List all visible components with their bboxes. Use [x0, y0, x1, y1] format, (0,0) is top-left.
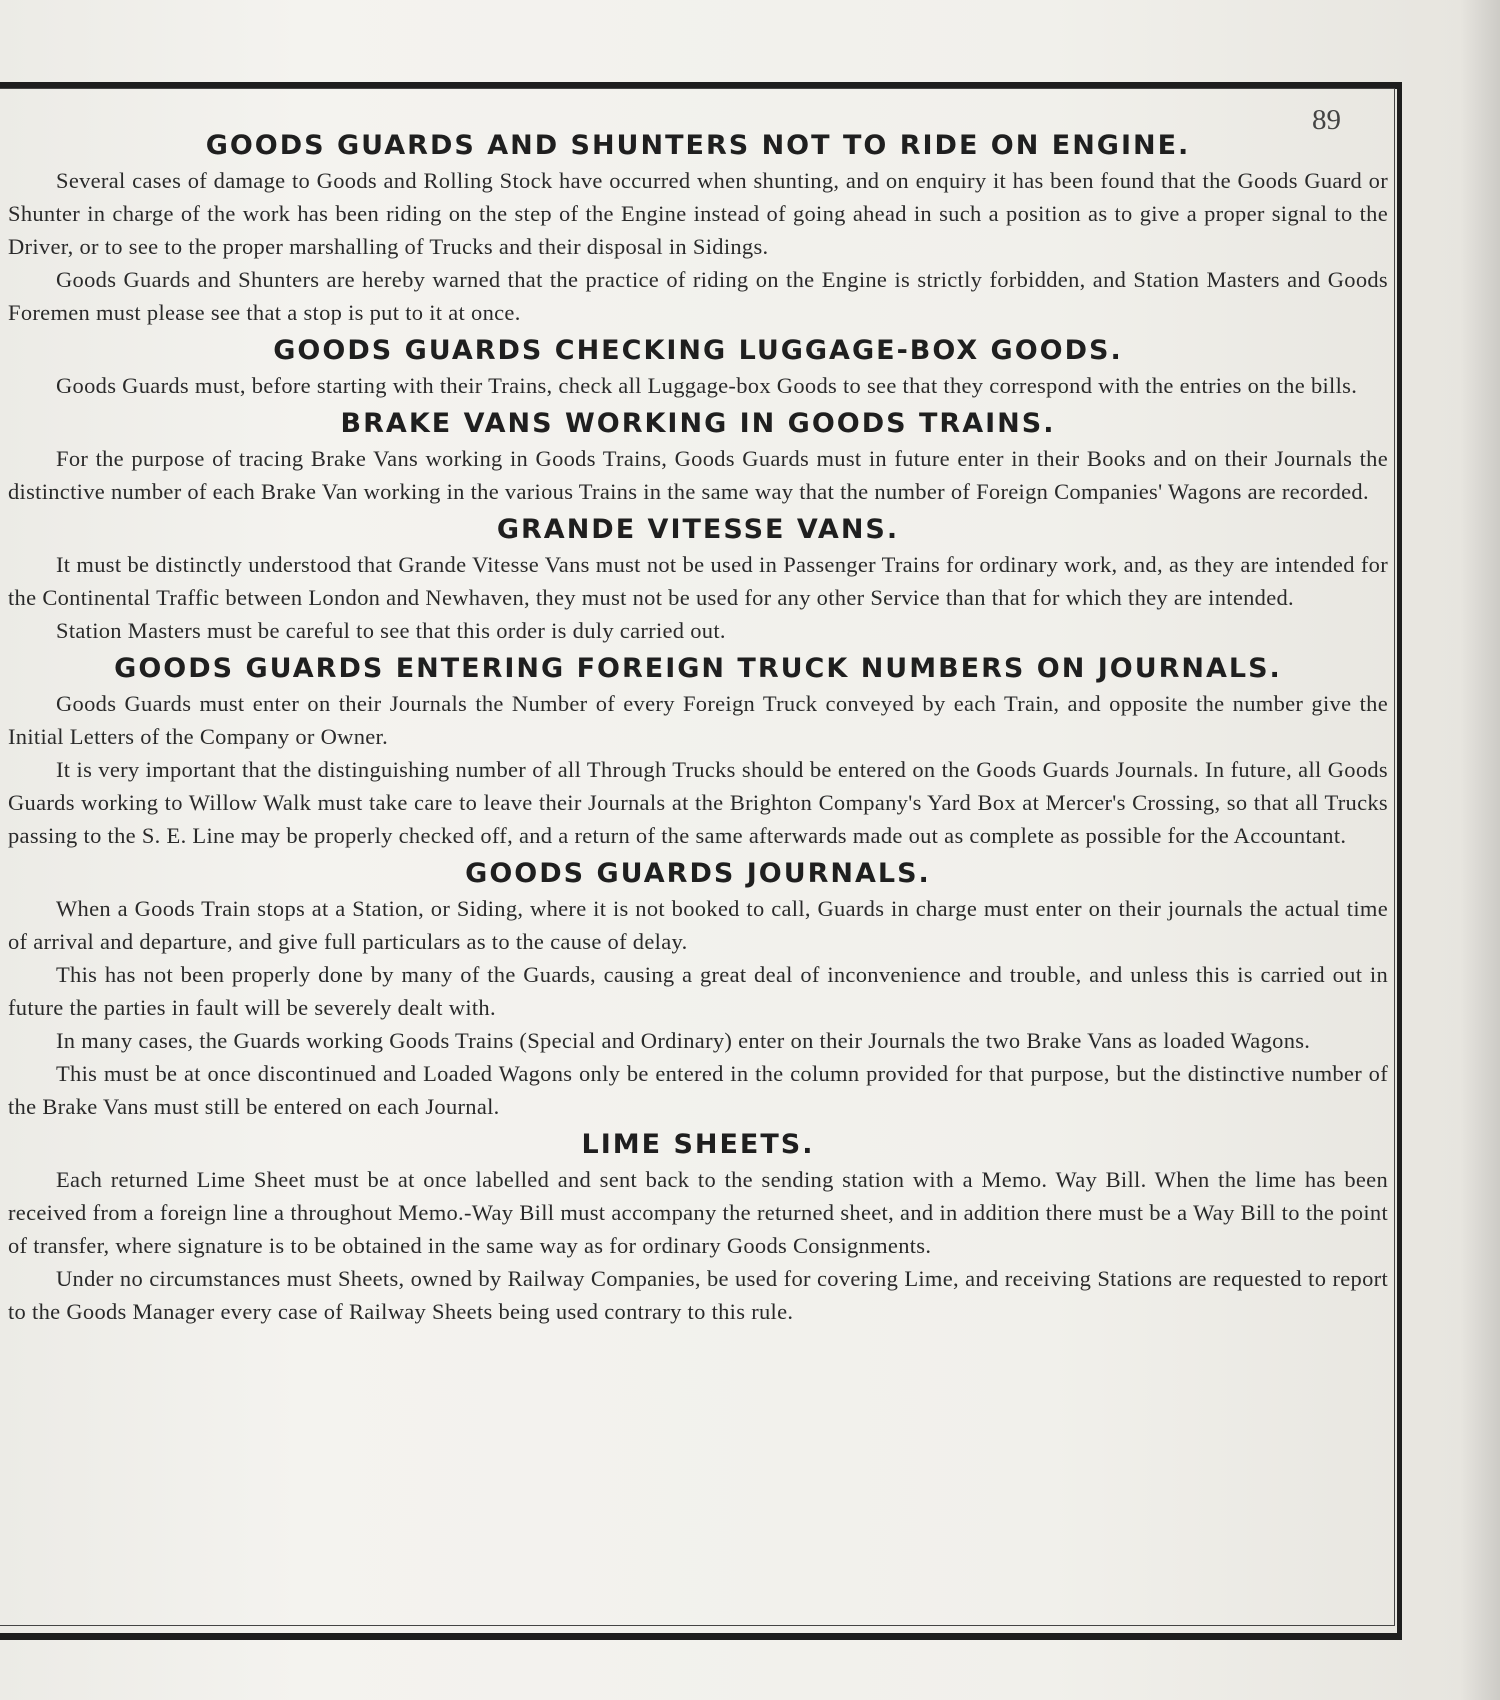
section-heading: BRAKE VANS WORKING IN GOODS TRAINS. [340, 408, 1056, 439]
section-paragraph: Each returned Lime Sheet must be at once labelled and sent back to the sending station with a Memo. Way Bill. When the lime has been received from a foreign line a throughout Memo.-Way Bill must accompany the returned sheet, and in addition there must be a Way Bill to the point of transfer, where signature is to be obtained in the same way as for ordinary Goods Consignments. [8, 1167, 1388, 1258]
section-grande-vitesse-vans [8, 512, 1388, 647]
section-heading: GOODS GUARDS AND SHUNTERS NOT TO RIDE ON ENGINE. [205, 130, 1191, 161]
section-goods-guards-journals [8, 856, 1388, 1123]
page-content [8, 128, 1388, 1332]
section-heading: GOODS GUARDS JOURNALS. [465, 858, 931, 889]
section-paragraph: This has not been properly done by many of the Guards, causing a great deal of inconvenience and trouble, and unless this is carried out in future the parties in fault will be severely dealt with. [8, 962, 1388, 1020]
section-paragraph: Goods Guards must enter on their Journals the Number of every Foreign Truck conveyed by each Train, and opposite the number give the Initial Letters of the Company or Owner. [8, 691, 1388, 749]
section-luggage-box-goods [8, 333, 1388, 402]
section-riding-on-engine [8, 128, 1388, 329]
section-foreign-truck-numbers [8, 651, 1388, 852]
section-paragraph: It is very important that the distinguishing number of all Through Trucks should be entered on the Goods Guards Journals. In future, all Goods Guards working to Willow Walk must take care to leave their Journals at the Brighton Company's Yard Box at Mercer's Crossing, so that all Trucks passing to the S. E. Line may be properly checked off, and a return of the same afterwards made out as complete as possible for the Accountant. [8, 757, 1388, 848]
section-heading: GOODS GUARDS CHECKING LUGGAGE-BOX GOODS. [273, 335, 1123, 366]
section-paragraph: Several cases of damage to Goods and Rolling Stock have occurred when shunting, and on enquiry it has been found that the Goods Guard or Shunter in charge of the work has been riding on the step of the Engine instead of going ahead in such a position as to give a proper signal to the Driver, or to see to the proper marshalling of Trucks and their disposal in Sidings. [8, 168, 1388, 259]
section-paragraph: Station Masters must be careful to see that this order is duly carried out. [56, 618, 726, 643]
section-heading: GOODS GUARDS ENTERING FOREIGN TRUCK NUMBERS ON JOURNALS. [114, 653, 1282, 684]
section-paragraph: It must be distinctly understood that Grande Vitesse Vans must not be used in Passenger Trains for ordinary work, and, as they are intended for the Continental Traffic between London and Newhaven, they must not be used for any other Service than that for which they are intended. [8, 552, 1388, 610]
page-number: 89 [1312, 104, 1341, 136]
section-paragraph: Goods Guards must, before starting with their Trains, check all Luggage-box Goods to see that they correspond with the entries on the bills. [56, 373, 1358, 398]
section-paragraph: This must be at once discontinued and Loaded Wagons only be entered in the column provided for that purpose, but the distinctive number of the Brake Vans must still be entered on each Journal. [8, 1061, 1388, 1119]
section-lime-sheets [8, 1127, 1388, 1328]
section-paragraph: Under no circumstances must Sheets, owned by Railway Companies, be used for covering Lime, and receiving Stations are requested to report to the Goods Manager every case of Railway Sheets being used contrary to this rule. [8, 1266, 1388, 1324]
page-edge-shadow [1460, 0, 1500, 1700]
section-brake-vans [8, 406, 1388, 508]
section-heading: GRANDE VITESSE VANS. [496, 514, 900, 545]
section-paragraph: In many cases, the Guards working Goods Trains (Special and Ordinary) enter on their Journals the two Brake Vans as loaded Wagons. [56, 1028, 1311, 1053]
section-paragraph: When a Goods Train stops at a Station, or Siding, where it is not booked to call, Guards in charge must enter on their journals the actual time of arrival and departure, and give full particulars as to the cause of delay. [8, 896, 1388, 954]
section-heading: LIME SHEETS. [581, 1129, 815, 1160]
section-paragraph: For the purpose of tracing Brake Vans working in Goods Trains, Goods Guards must in future enter in their Books and on their Journals the distinctive number of each Brake Van working in the various Trains in the same way that the number of Foreign Companies' Wagons are recorded. [8, 446, 1388, 504]
section-paragraph: Goods Guards and Shunters are hereby warned that the practice of riding on the Engine is strictly forbidden, and Station Masters and Goods Foremen must please see that a stop is put to it at once. [8, 267, 1388, 325]
